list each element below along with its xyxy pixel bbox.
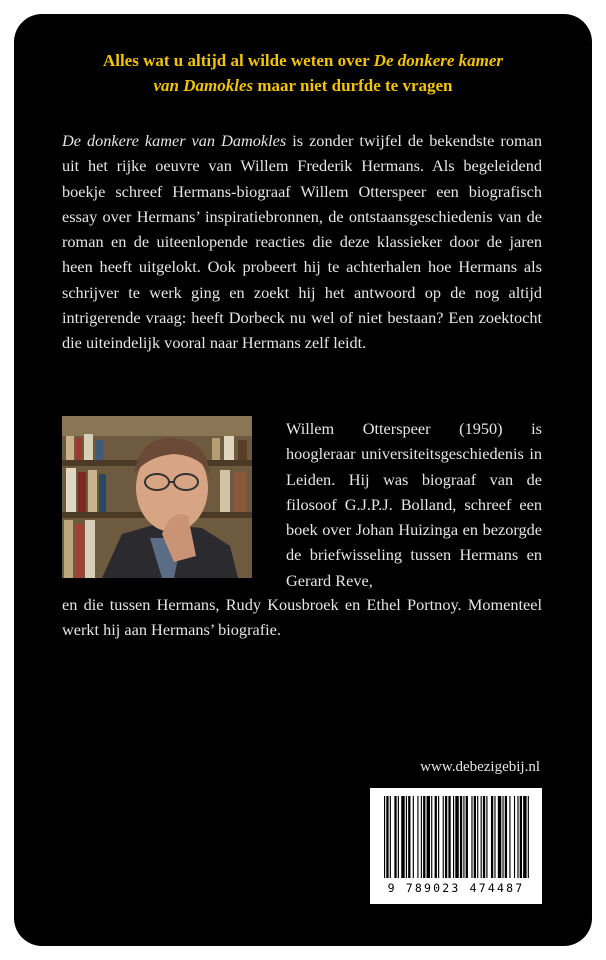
- headline-text-end: maar niet durfde te vragen: [253, 76, 453, 95]
- barcode-bar: [423, 796, 425, 878]
- barcode-bar: [401, 796, 404, 878]
- barcode-bar: [466, 796, 468, 878]
- barcode-bar: [491, 796, 493, 878]
- barcode-bar: [398, 796, 399, 878]
- barcode-bar: [498, 796, 501, 878]
- barcode-bar: [455, 796, 458, 878]
- barcode-bar: [390, 796, 391, 878]
- barcode-bar: [445, 796, 447, 878]
- barcode-bar: [502, 796, 503, 878]
- barcode-bar: [394, 796, 396, 878]
- publisher-website[interactable]: www.debezigebij.nl: [420, 759, 540, 775]
- barcode-bar: [474, 796, 476, 878]
- headline-title-line2: van Damokles: [153, 76, 254, 95]
- barcode-bar: [481, 796, 482, 878]
- isbn-number: 9 789023 474487: [387, 881, 525, 895]
- barcode-bar: [448, 796, 450, 878]
- barcode-bar: [384, 796, 385, 878]
- barcode-bar: [417, 796, 418, 878]
- author-bio-below-photo: en die tussen Hermans, Rudy Kousbroek en Ethel Portnoy. Momenteel werkt hij aan Hermans’ biografie.: [62, 595, 542, 640]
- barcode-bar: [483, 796, 485, 878]
- author-photo: [62, 416, 252, 578]
- barcode-bar: [413, 796, 414, 878]
- barcode-bar: [505, 796, 507, 878]
- author-bio-beside-photo: Willem Otterspeer (1950) is hoogleraar universiteitsgeschiedenis in Leiden. Hij was biograaf van de filosoof G.J.P.J. Bolland, schreef een boek over Johan Huizinga en bezorgde de briefwisseling tussen Hermans en Gerard Reve,: [286, 419, 542, 590]
- barcode-bar: [421, 796, 422, 878]
- headline-title-line1: De donkere kamer: [373, 51, 504, 70]
- barcode-bar: [463, 796, 464, 878]
- barcode-bar: [406, 796, 407, 878]
- barcode-bar: [471, 796, 472, 878]
- intro-paragraph: [62, 128, 542, 356]
- barcode-bar: [514, 796, 515, 878]
- barcode-bar: [443, 796, 444, 878]
- barcode-bar: [528, 796, 529, 878]
- barcode-bar: [520, 796, 522, 878]
- headline: [0, 48, 606, 98]
- barcode-bar: [408, 796, 410, 878]
- barcode-bar: [517, 796, 518, 878]
- intro-book-title: De donkere kamer van Damokles: [62, 131, 287, 150]
- barcode-bar: [494, 796, 495, 878]
- barcode-bar: [386, 796, 388, 878]
- barcode-bar: [431, 796, 432, 878]
- intro-text: is zonder twijfel de bekendste roman uit het rijke oeuvre van Willem Frederik Hermans. Als begeleidend boekje schreef Hermans-biograaf Willem Otterspeer een biografisch essay over Hermans’ inspiratiebronnen, de ontstaansgeschiedenis van de roman en de uiteenlopende reacties die deze klassieker door de jaren heen heeft uitgelokt. Ook probeert hij te achterhalen hoe Hermans als schrijver te werk ging en zoekt hij het antwoord op de nog altijd intrigerende vraag: heeft Dorbeck nu wel of niet bestaan? Een zoektocht die uiteindelijk vooral naar Hermans zelf leidt.: [62, 131, 542, 353]
- barcode-bar: [435, 796, 437, 878]
- barcode-bar: [453, 796, 454, 878]
- barcode-bar: [523, 796, 526, 878]
- barcode-bar: [486, 796, 487, 878]
- headline-text: Alles wat u altijd al wilde weten over: [102, 51, 374, 70]
- barcode-bar: [427, 796, 430, 878]
- barcode-bar: [477, 796, 478, 878]
- barcode-bar: [509, 796, 510, 878]
- barcode-bar: [438, 796, 439, 878]
- barcode: [370, 788, 542, 904]
- barcode-bar: [460, 796, 462, 878]
